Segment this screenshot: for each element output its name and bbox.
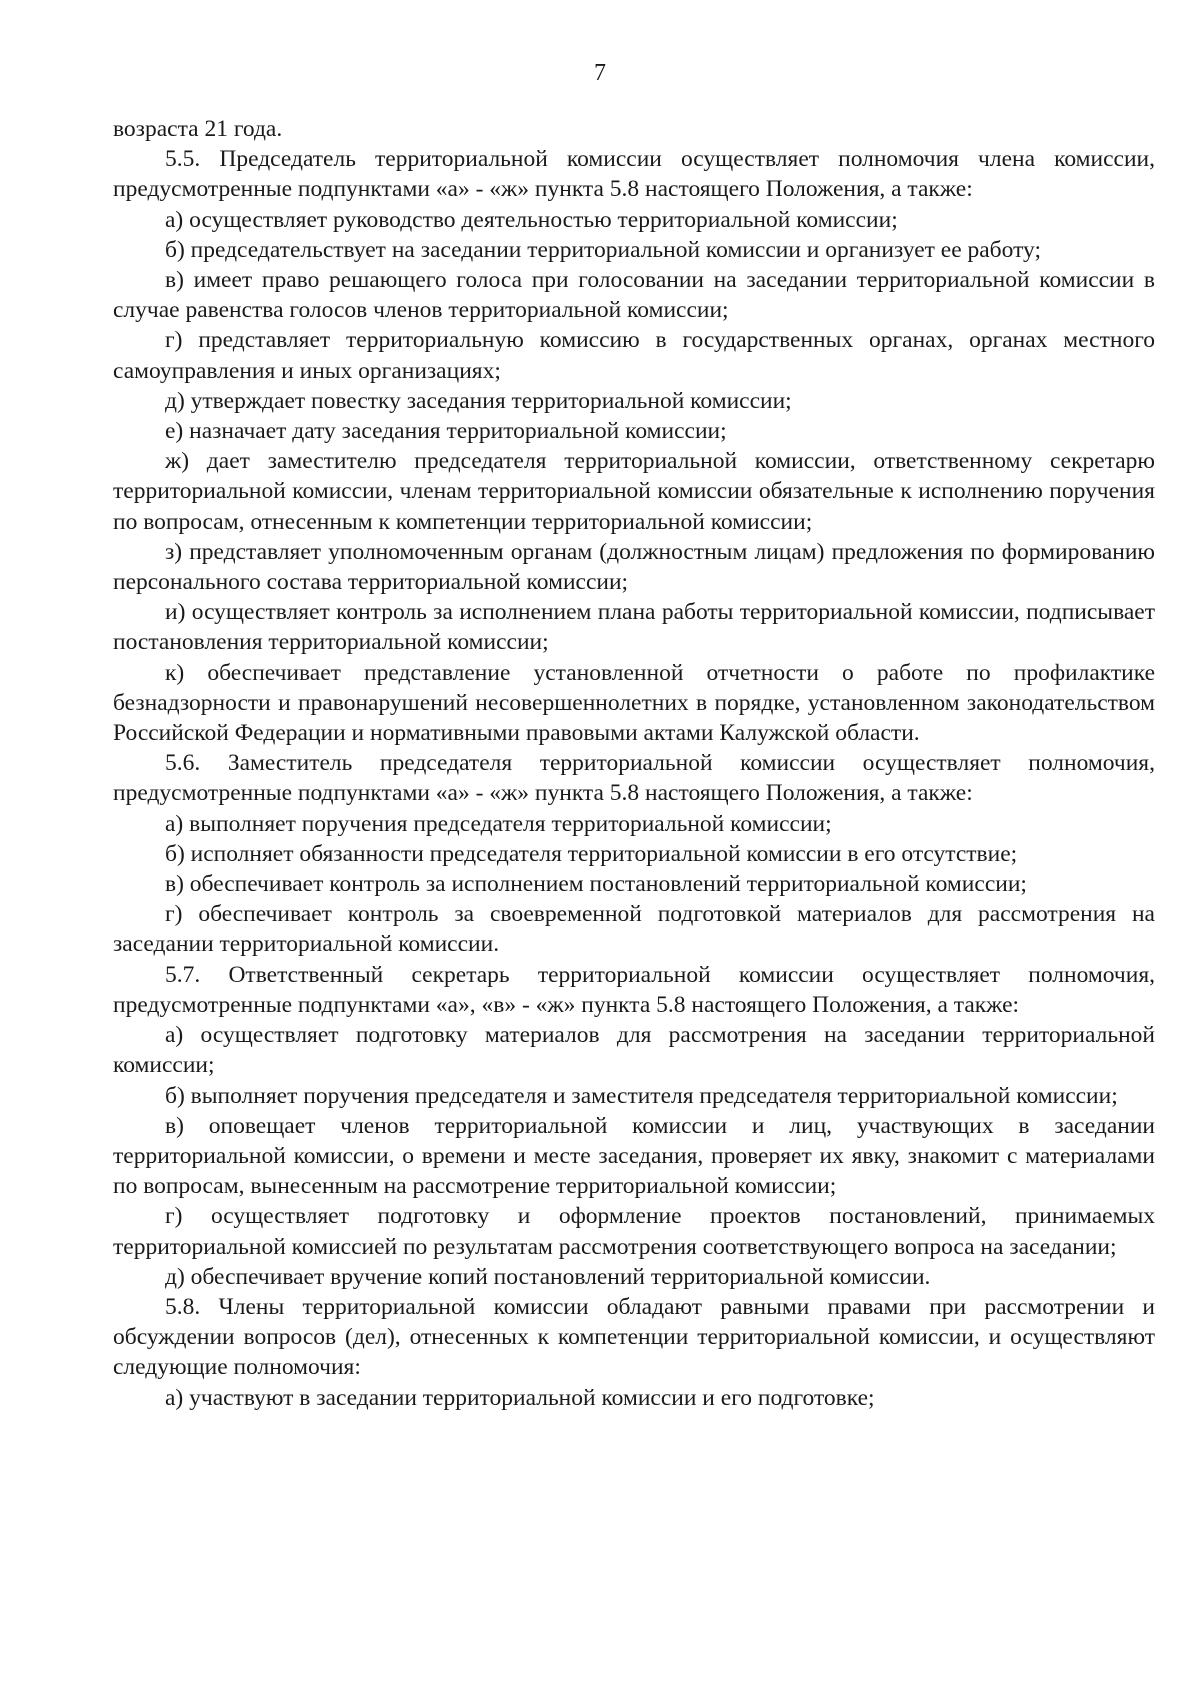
list-item-5-5-e: е) назначает дату заседания территориальной комиссии; xyxy=(165,418,727,445)
paragraph-5-5: 5.5. Председатель территориальной комиссии осуществляет полномочия члена комиссии, предусмотренные подпунктами «а» - «ж» пункта 5.8 настоящего Положения, а также: xyxy=(113,146,1155,203)
list-item-5-6-a: а) выполняет поручения председателя территориальной комиссии; xyxy=(165,810,832,837)
paragraph-5-8: 5.8. Члены территориальной комиссии обладают равными правами при рассмотрении и обсуждении вопросов (дел), отнесенных к компетенции территориальной комиссии, и осуществляют следующие полномочия: xyxy=(113,1293,1155,1381)
list-item-5-5-b: б) председательствует на заседании территориальной комиссии и организует ее работу; xyxy=(165,236,1042,263)
list-item-5-7-d: д) обеспечивает вручение копий постановлений территориальной комиссии. xyxy=(165,1263,931,1290)
list-item-5-7-v: в) оповещает членов территориальной комиссии и лиц, участвующих в заседании территориальной комиссии, о времени и месте заседания, проверяет их явку, знакомит с материалами по вопросам, вынесенным на рассмотрение территориальной комиссии; xyxy=(113,1112,1155,1200)
list-item-5-5-v: в) имеет право решающего голоса при голосовании на заседании территориальной комиссии в случае равенства голосов членов территориальной комиссии; xyxy=(113,267,1155,324)
list-item-5-7-a: а) осуществляет подготовку материалов для рассмотрения на заседании территориальной комиссии; xyxy=(113,1022,1155,1079)
page-number: 7 xyxy=(594,60,606,86)
paragraph-5-6: 5.6. Заместитель председателя территориальной комиссии осуществляет полномочия, предусмотренные подпунктами «а» - «ж» пункта 5.8 настоящего Положения, а также: xyxy=(113,750,1155,807)
document-body xyxy=(113,114,1155,1413)
list-item-5-5-d: д) утверждает повестку заседания территориальной комиссии; xyxy=(165,387,792,414)
list-item-5-6-b: б) исполняет обязанности председателя территориальной комиссии в его отсутствие; xyxy=(165,840,1018,867)
list-item-5-5-z: з) представляет уполномоченным органам (должностным лицам) предложения по формированию персонального состава территориальной комиссии; xyxy=(113,538,1155,596)
list-item-5-7-b: б) выполняет поручения председателя и заместителя председателя территориальной комиссии; xyxy=(165,1082,1118,1109)
list-item-5-6-g: г) обеспечивает контроль за своевременной подготовкой материалов для рассмотрения на заседании территориальной комиссии. xyxy=(113,901,1155,958)
list-item-5-6-v: в) обеспечивает контроль за исполнением постановлений территориальной комиссии; xyxy=(165,871,1027,898)
list-item-5-5-i: и) осуществляет контроль за исполнением плана работы территориальной комиссии, подписывает постановления территориальной комиссии; xyxy=(113,599,1155,656)
paragraph-continuation: возраста 21 года. xyxy=(113,116,283,142)
paragraph-5-7: 5.7. Ответственный секретарь территориальной комиссии осуществляет полномочия, предусмотренные подпунктами «а», «в» - «ж» пункта 5.8 настоящего Положения, а также: xyxy=(113,961,1155,1018)
list-item-5-5-g: г) представляет территориальную комиссию в государственных органах, органах местного самоуправления и иных организациях; xyxy=(113,327,1155,384)
list-item-5-5-k: к) обеспечивает представление установленной отчетности о работе по профилактике безнадзорности и правонарушений несовершеннолетних в порядке, установленном законодательством Российской Федерации и нормативными правовыми актами Калужской области. xyxy=(113,659,1155,747)
list-item-5-5-a: а) осуществляет руководство деятельностью территориальной комиссии; xyxy=(165,206,898,233)
list-item-5-8-a: а) участвуют в заседании территориальной комиссии и его подготовке; xyxy=(165,1384,875,1411)
list-item-5-7-g: г) осуществляет подготовку и оформление проектов постановлений, принимаемых территориальной комиссией по результатам рассмотрения соответствующего вопроса на заседании; xyxy=(113,1203,1155,1260)
list-item-5-5-zh: ж) дает заместителю председателя территориальной комиссии, ответственному секретарю территориальной комиссии, членам территориальной комиссии обязательные к исполнению поручения по вопросам, отнесенным к компетенции территориальной комиссии; xyxy=(113,448,1155,535)
